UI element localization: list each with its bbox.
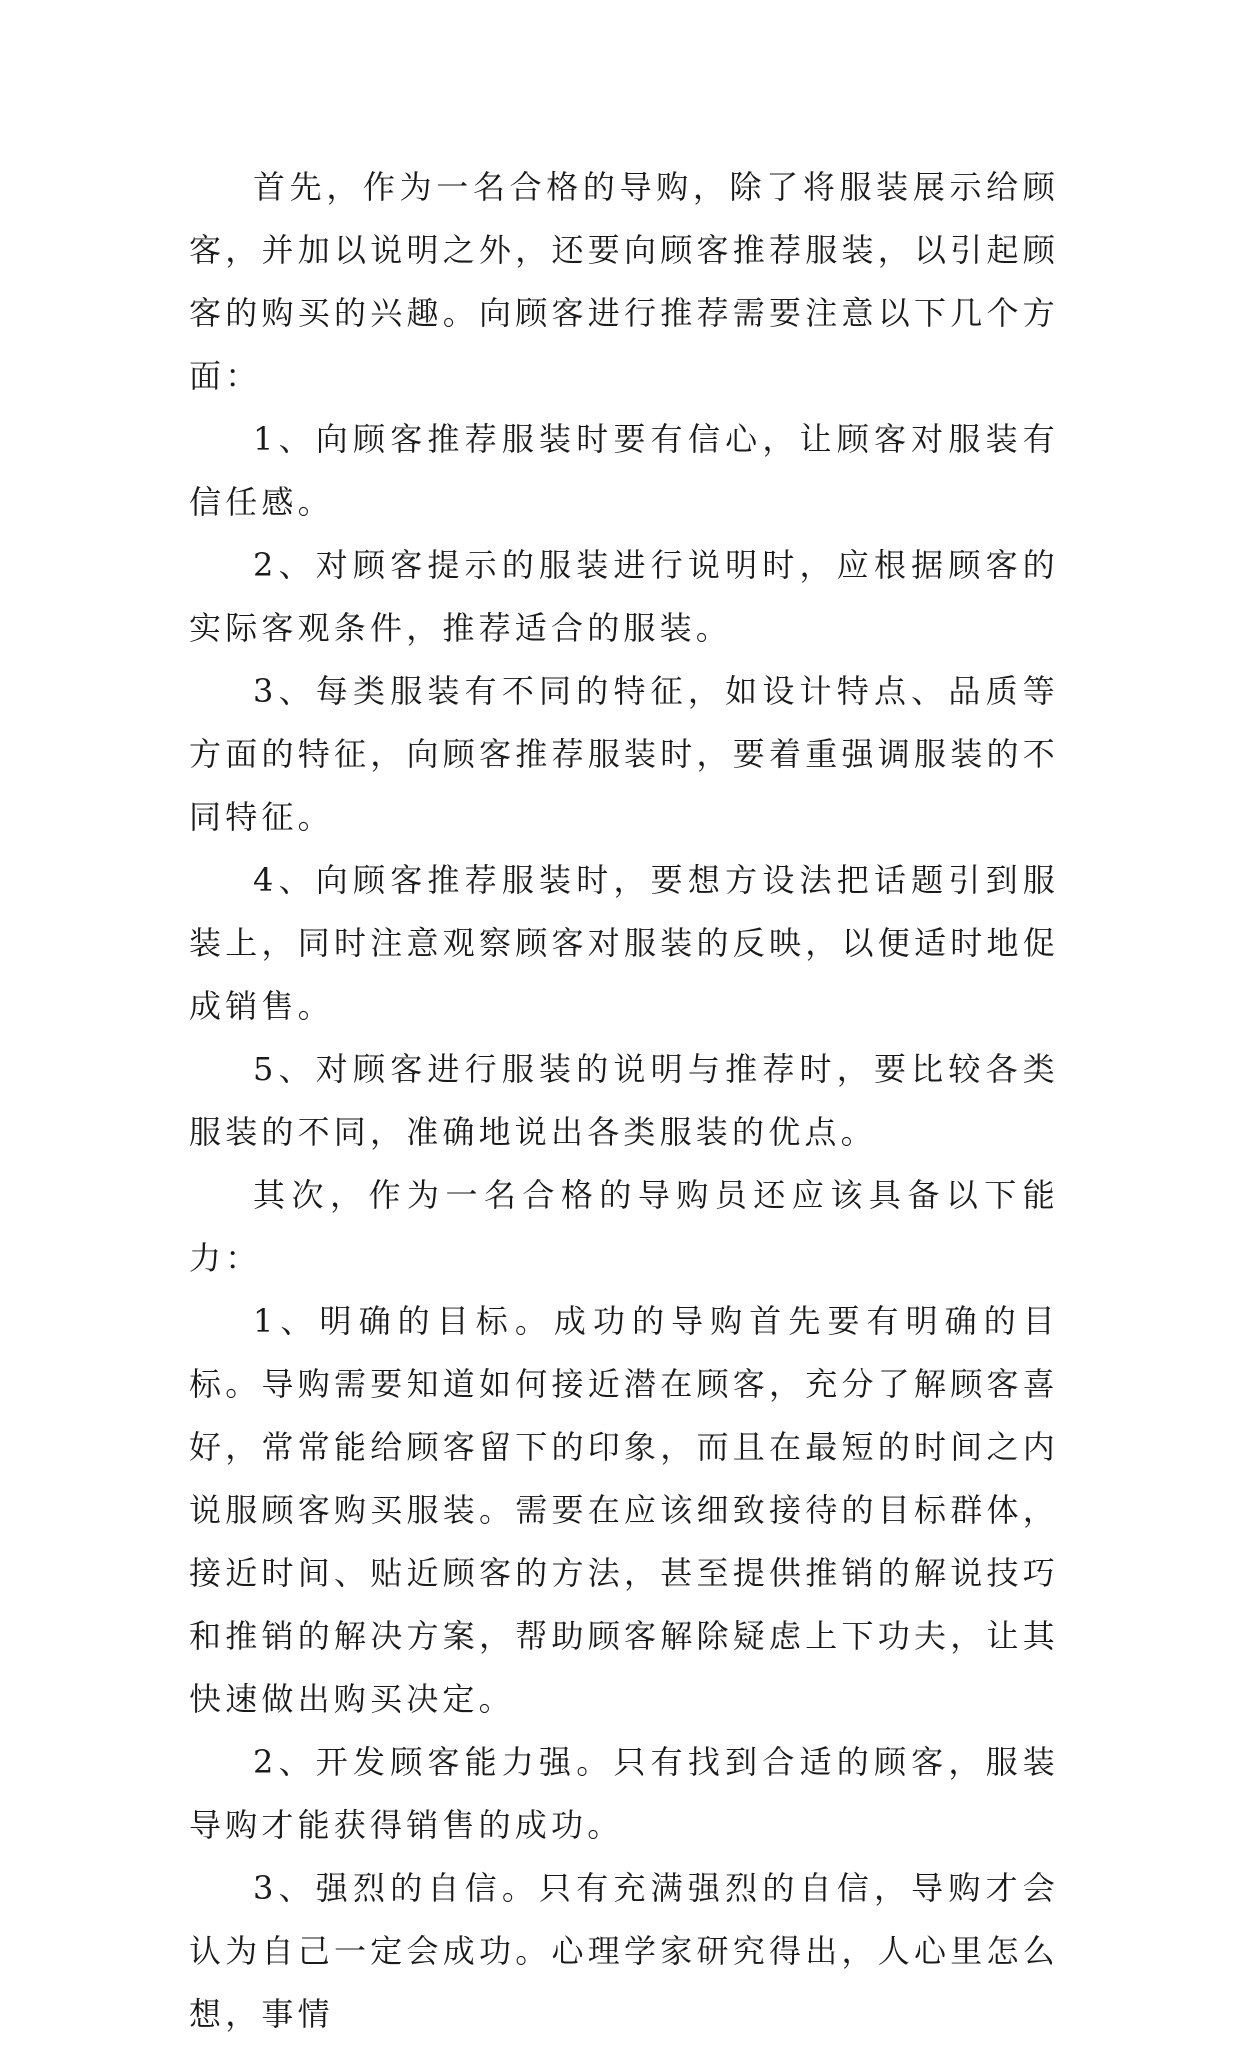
paragraph-point-2: 2、对顾客提示的服装进行说明时，应根据顾客的实际客观条件，推荐适合的服装。 (189, 546, 1059, 647)
paragraph-point-1: 1、向顾客推荐服装时要有信心，让顾客对服装有信任感。 (189, 420, 1059, 521)
paragraph-abilities-intro: 其次，作为一名合格的导购员还应该具备以下能力： (189, 1176, 1059, 1277)
paragraph-ability-3: 3、强烈的自信。只有充满强烈的自信，导购才会认为自己一定会成功。心理学家研究得出，人心里怎么想，事情 (189, 1869, 1059, 2033)
paragraph-ability-2: 2、开发顾客能力强。只有找到合适的顾客，服装导购才能获得销售的成功。 (189, 1743, 1059, 1844)
paragraph-point-4: 4、向顾客推荐服装时，要想方设法把话题引到服装上，同时注意观察顾客对服装的反映，以便适时地促成销售。 (189, 861, 1059, 1025)
paragraph-ability-1: 1、明确的目标。成功的导购首先要有明确的目标。导购需要知道如何接近潜在顾客，充分了解顾客喜好，常常能给顾客留下的印象，而且在最短的时间之内说服顾客购买服装。需要在应该细致接待的目标群体，接近时间、贴近顾客的方法，甚至提供推销的解说技巧和推销的解决方案，帮助顾客解除疑虑上下功夫，让其快速做出购买决定。 (189, 1302, 1059, 1718)
paragraph-intro: 首先，作为一名合格的导购，除了将服装展示给顾客，并加以说明之外，还要向顾客推荐服装，以引起顾客的购买的兴趣。向顾客进行推荐需要注意以下几个方面： (189, 168, 1059, 395)
document-body (189, 156, 1059, 2046)
paragraph-point-3: 3、每类服装有不同的特征，如设计特点、品质等方面的特征，向顾客推荐服装时，要着重强调服装的不同特征。 (189, 672, 1059, 836)
paragraph-point-5: 5、对顾客进行服装的说明与推荐时，要比较各类服装的不同，准确地说出各类服装的优点。 (189, 1050, 1059, 1151)
